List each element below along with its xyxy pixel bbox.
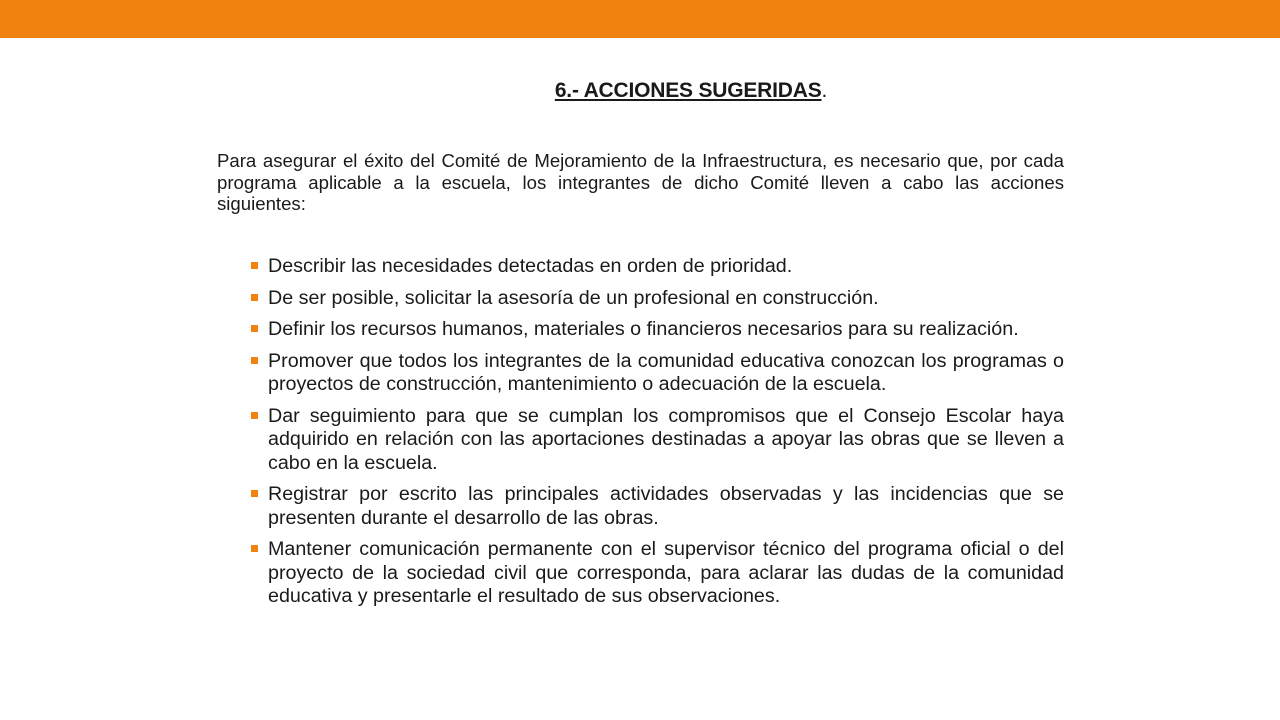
header-bar bbox=[0, 0, 1280, 38]
action-text: Describir las necesidades detectadas en orden de prioridad. bbox=[268, 255, 793, 277]
action-text: Dar seguimiento para que se cumplan los compromisos que el Consejo Escolar haya adquirido en relación con las aportaciones destinadas a apoyar las obras que se lleven a cabo en la escuela. bbox=[268, 404, 1064, 474]
action-text: Definir los recursos humanos, materiales o financieros necesarios para su realización. bbox=[268, 318, 1019, 340]
page-title bbox=[0, 78, 1280, 104]
action-item bbox=[247, 538, 1064, 609]
square-bullet-icon bbox=[251, 294, 258, 301]
square-bullet-icon bbox=[251, 412, 258, 419]
page-title-text: 6.- ACCIONES SUGERIDAS bbox=[554, 79, 822, 102]
square-bullet-icon bbox=[251, 357, 258, 364]
action-text: Mantener comunicación permanente con el supervisor técnico del programa oficial o del proyecto de la sociedad civil que corresponda, para aclarar las dudas de la comunidad educativa y presentarle el resultado de sus observaciones. bbox=[268, 538, 1064, 607]
square-bullet-icon bbox=[251, 545, 258, 552]
action-text: Registrar por escrito las principales actividades observadas y las incidencias que se presenten durante el desarrollo de las obras. bbox=[268, 483, 1064, 529]
action-item bbox=[247, 350, 1064, 397]
intro-paragraph: Para asegurar el éxito del Comité de Mejoramiento de la Infraestructura, es necesario que, por cada programa aplicable a la escuela, los integrantes de dicho Comité lleven a cabo las acciones siguientes: bbox=[217, 150, 1064, 214]
action-text: Promover que todos los integrantes de la comunidad educativa conozcan los programas o proyectos de construcción, mantenimiento o adecuación de la escuela. bbox=[268, 349, 1064, 395]
action-item bbox=[247, 318, 1064, 342]
actions-list bbox=[247, 255, 1064, 617]
square-bullet-icon bbox=[251, 490, 258, 497]
page-title-period: . bbox=[821, 79, 828, 102]
square-bullet-icon bbox=[251, 325, 258, 332]
action-item bbox=[247, 405, 1064, 476]
square-bullet-icon bbox=[251, 262, 258, 269]
action-text: De ser posible, solicitar la asesoría de un profesional en construcción. bbox=[268, 286, 879, 309]
action-item bbox=[247, 483, 1064, 530]
action-item bbox=[247, 287, 1064, 311]
action-item bbox=[247, 255, 1064, 279]
